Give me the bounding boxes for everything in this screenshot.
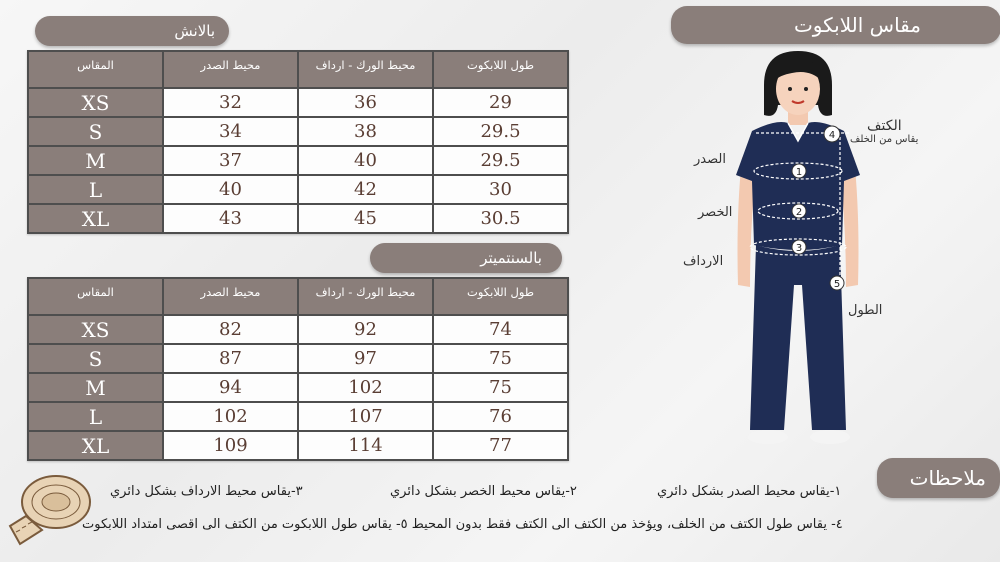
note-2: ٢-يقاس محيط الخصر بشكل دائري (390, 484, 577, 499)
size-cell: S (28, 117, 163, 146)
label-waist: الخصر (698, 205, 733, 220)
size-cell: M (28, 373, 163, 402)
column-header-hip: محيط الورك - ارداف (298, 278, 433, 315)
label-length: الطول (848, 303, 883, 318)
table-row (28, 402, 568, 431)
nurse-figure-illustration (680, 45, 900, 455)
chest-cell: 43 (163, 204, 298, 233)
length-cell: 29 (433, 88, 568, 117)
hip-cell: 92 (298, 315, 433, 344)
inch-size-table (27, 50, 569, 234)
column-header-length: طول اللابكوت (433, 278, 568, 315)
size-cell: M (28, 146, 163, 175)
page-title: مقاس اللابكوت (671, 6, 1000, 44)
length-cell: 29.5 (433, 146, 568, 175)
size-cell: XS (28, 88, 163, 117)
length-cell: 76 (433, 402, 568, 431)
chest-cell: 40 (163, 175, 298, 204)
table-row (28, 146, 568, 175)
cm-size-table (27, 277, 569, 461)
marker-1: 1 (795, 167, 803, 178)
table-row (28, 344, 568, 373)
chest-cell: 82 (163, 315, 298, 344)
marker-5: 5 (833, 279, 841, 290)
table-header-row (28, 51, 568, 88)
length-cell: 77 (433, 431, 568, 460)
marker-2: 2 (795, 207, 803, 218)
notes-title: ملاحظات (877, 458, 1000, 498)
marker-3: 3 (795, 243, 803, 254)
chest-cell: 94 (163, 373, 298, 402)
table-row (28, 88, 568, 117)
note-4-5: ٤- يقاس طول الكتف من الخلف، ويؤخذ من الكتف الى الكتف فقط بدون المحيط ٥- يقاس طول اللابكوت من الكتف الى اقصى امتداد اللابكوت (82, 517, 843, 532)
chest-cell: 87 (163, 344, 298, 373)
table-row (28, 431, 568, 460)
length-cell: 74 (433, 315, 568, 344)
table-row (28, 204, 568, 233)
label-shoulder: الكتف (867, 118, 902, 134)
size-cell: L (28, 175, 163, 204)
label-chest: الصدر (694, 152, 726, 167)
length-cell: 29.5 (433, 117, 568, 146)
table-row (28, 315, 568, 344)
label-shoulder-note: يقاس من الخلف (850, 134, 919, 145)
chest-cell: 109 (163, 431, 298, 460)
size-cell: XL (28, 431, 163, 460)
table-row (28, 373, 568, 402)
size-cell: XL (28, 204, 163, 233)
label-hips: الارداف (683, 254, 724, 269)
note-1: ١-يقاس محيط الصدر بشكل دائري (657, 484, 842, 499)
inch-section-title: بالانش (35, 16, 229, 46)
table-header-row (28, 278, 568, 315)
hip-cell: 45 (298, 204, 433, 233)
marker-4: 4 (828, 130, 836, 141)
table-row (28, 117, 568, 146)
column-header-size: المقاس (28, 278, 163, 315)
chest-cell: 32 (163, 88, 298, 117)
chest-cell: 102 (163, 402, 298, 431)
hip-cell: 102 (298, 373, 433, 402)
column-header-size: المقاس (28, 51, 163, 88)
note-3: ٣-يقاس محيط الارداف بشكل دائري (110, 484, 303, 499)
hip-cell: 42 (298, 175, 433, 204)
column-header-chest: محيط الصدر (163, 51, 298, 88)
hip-cell: 38 (298, 117, 433, 146)
hip-cell: 107 (298, 402, 433, 431)
size-cell: XS (28, 315, 163, 344)
table-row (28, 175, 568, 204)
length-cell: 75 (433, 373, 568, 402)
size-cell: S (28, 344, 163, 373)
column-header-hip: محيط الورك - ارداف (298, 51, 433, 88)
cm-section-title: بالسنتميتر (370, 243, 562, 273)
column-header-chest: محيط الصدر (163, 278, 298, 315)
length-cell: 30.5 (433, 204, 568, 233)
hip-cell: 40 (298, 146, 433, 175)
chest-cell: 34 (163, 117, 298, 146)
hip-cell: 114 (298, 431, 433, 460)
length-cell: 30 (433, 175, 568, 204)
column-header-length: طول اللابكوت (433, 51, 568, 88)
measuring-tape-icon (2, 472, 92, 550)
size-cell: L (28, 402, 163, 431)
chest-cell: 37 (163, 146, 298, 175)
hip-cell: 97 (298, 344, 433, 373)
hip-cell: 36 (298, 88, 433, 117)
length-cell: 75 (433, 344, 568, 373)
